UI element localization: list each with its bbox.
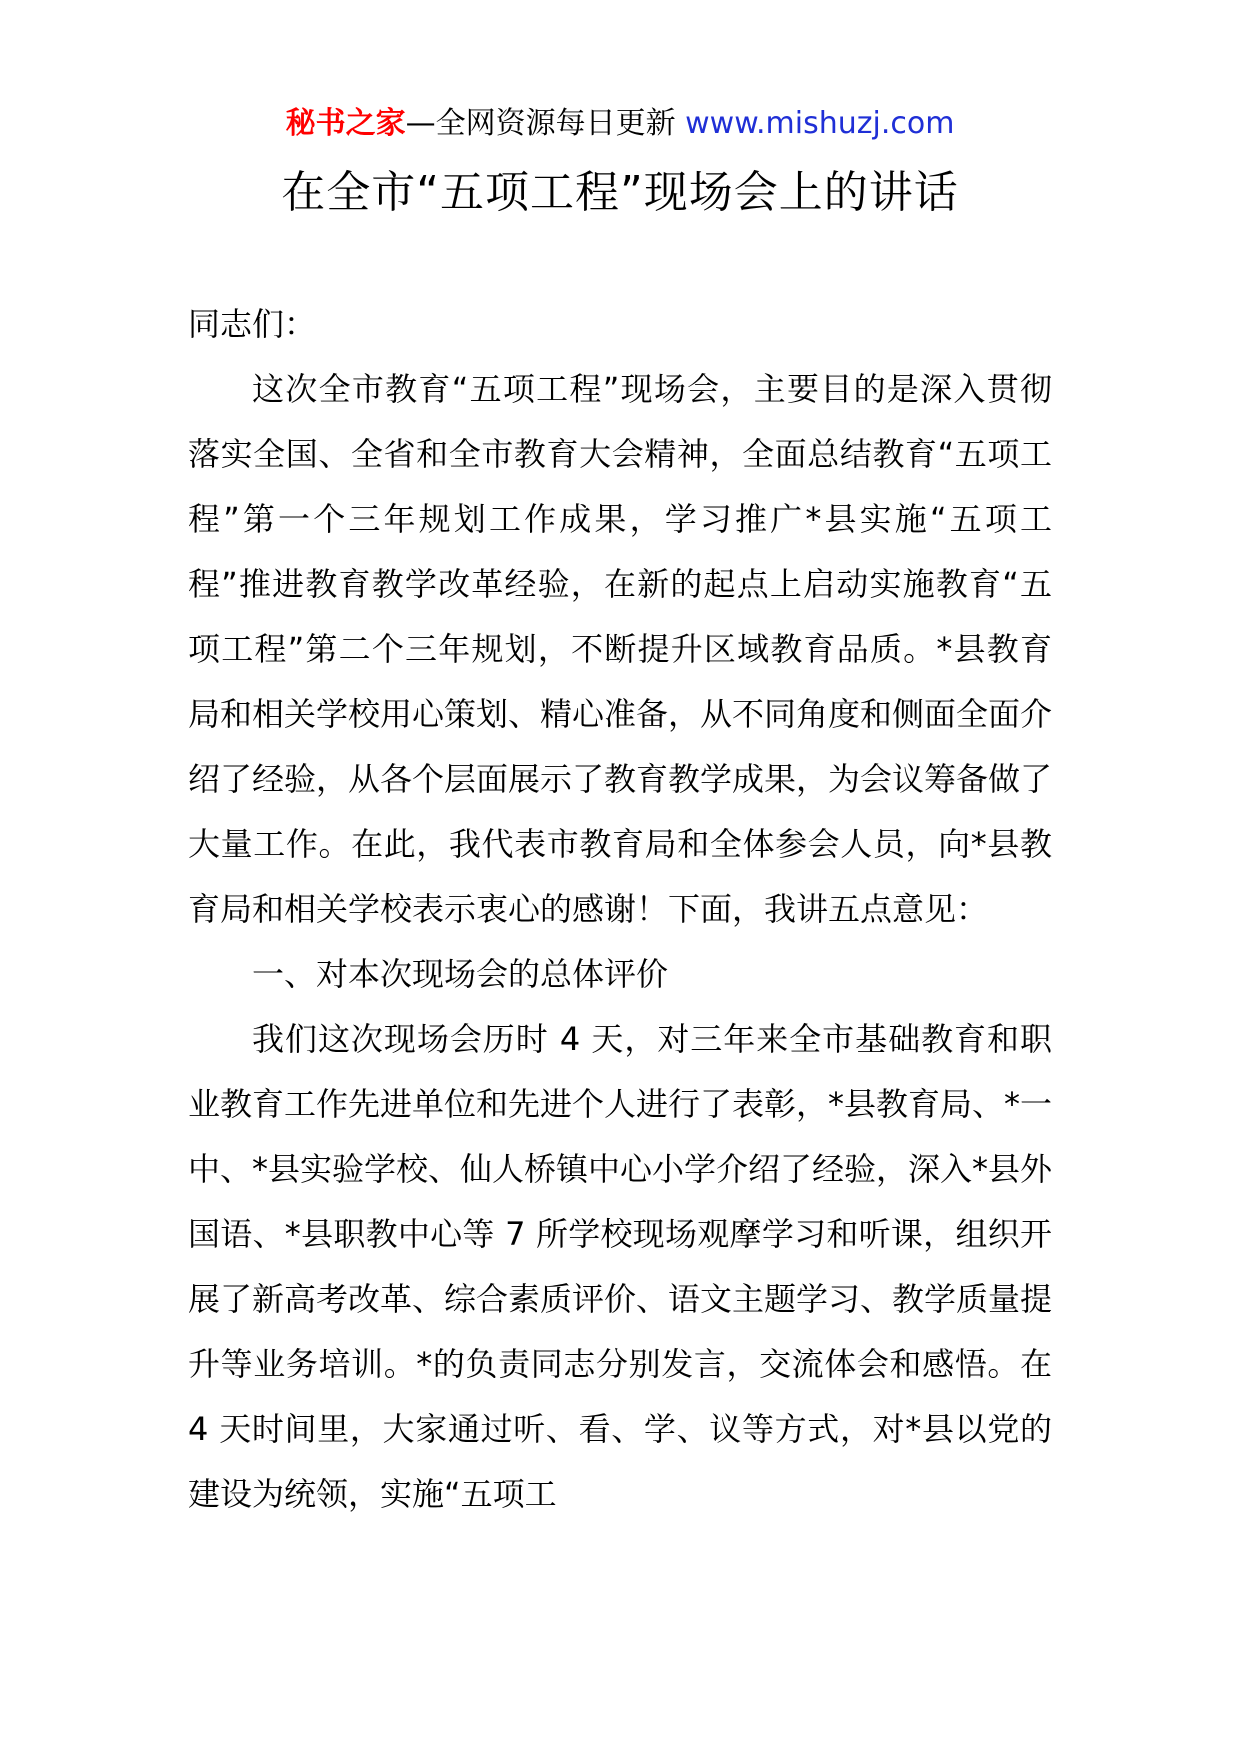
header-url-link[interactable]: www.mishuzj.com — [685, 106, 955, 141]
paragraph-intro: 这次全市教育“五项工程”现场会，主要目的是深入贯彻落实全国、全省和全市教育大会精神，全面总结教育“五项工程”第一个三年规划工作成果，学习推广*县实施“五项工程”推进教育教学改革经验，在新的起点上启动实施教育“五项工程”第二个三年规划，不断提升区域教育品质。*县教育局和相关学校用心策划、精心准备，从不同角度和侧面全面介绍了经验，从各个层面展示了教育教学成果，为会议筹备做了大量工作。在此，我代表市教育局和全体参会人员，向*县教育局和相关学校表示衷心的感谢！下面，我讲五点意见： — [188, 370, 1053, 928]
site-header — [0, 102, 1240, 146]
document-body — [188, 292, 1052, 1527]
brand-name: 秘书之家 — [285, 106, 406, 141]
document-title: 在全市“五项工程”现场会上的讲话 — [281, 167, 959, 218]
salutation: 同志们： — [188, 305, 317, 343]
header-tagline: —全网资源每日更新 — [405, 106, 686, 141]
paragraph-evaluation: 我们这次现场会历时 4 天，对三年来全市基础教育和职业教育工作先进单位和先进个人进行了表彰，*县教育局、*一中、*县实验学校、仙人桥镇中心小学介绍了经验，深入*县外国语、*县职教中心等 7 所学校现场观摩学习和听课，组织开展了新高考改革、综合素质评价、语文主题学习、教学质量提升等业务培训。*的负责同志分别发言，交流体会和感悟。在 4 天时间里，大家通过听、看、学、议等方式，对*县以党的建设为统领，实施“五项工 — [188, 1020, 1053, 1513]
section-heading-1: 一、对本次现场会的总体评价 — [252, 955, 669, 993]
